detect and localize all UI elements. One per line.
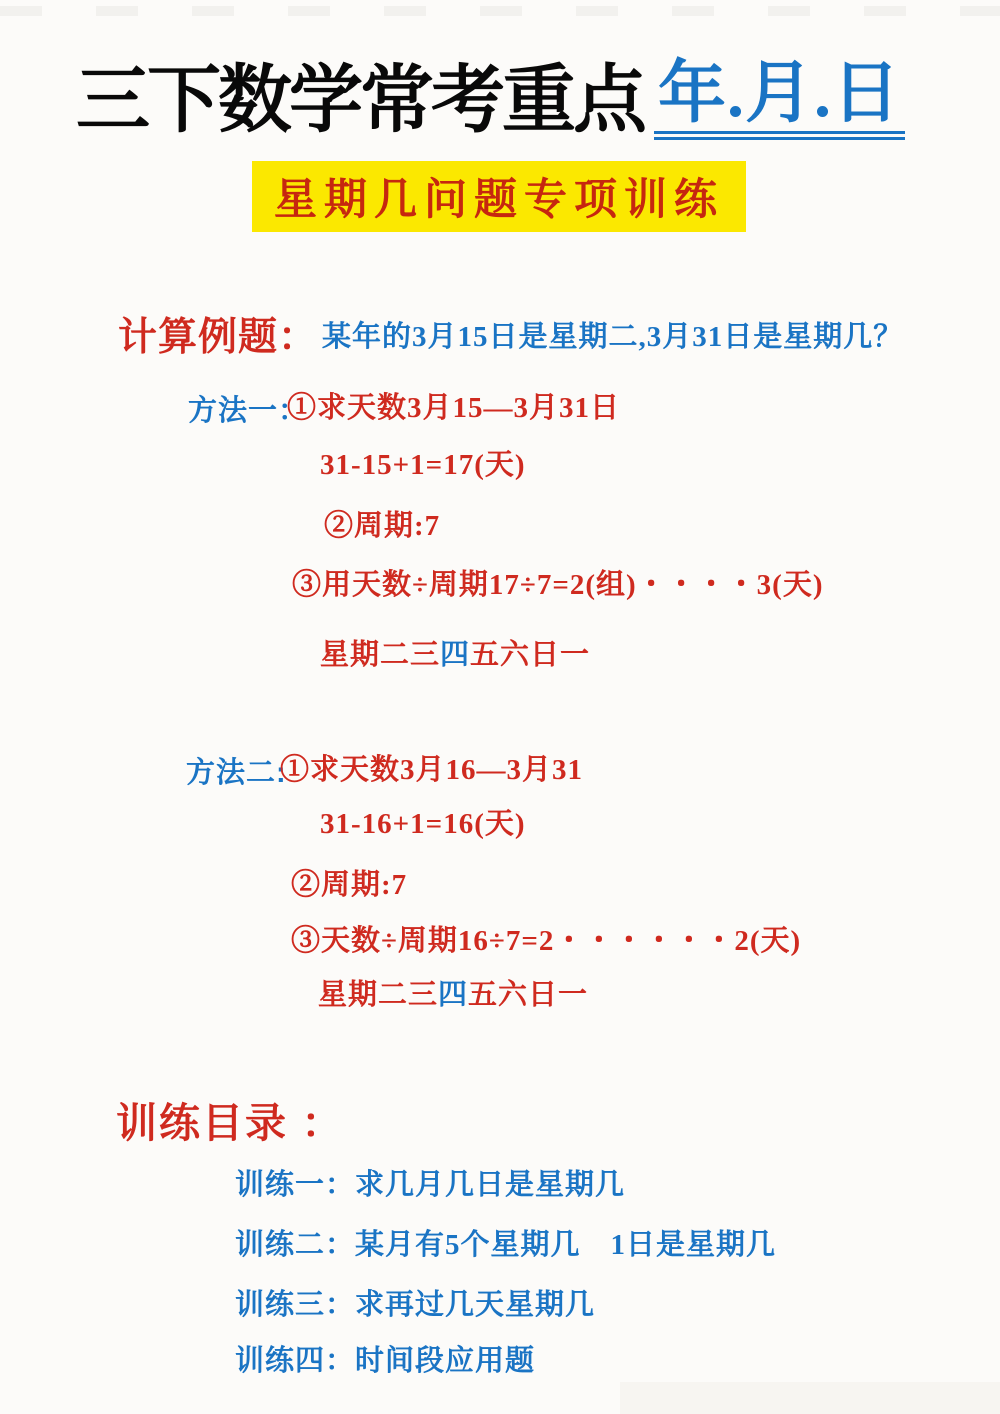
toc-item-2: 训练二：某月有5个星期几 1日是星期几: [235, 1229, 777, 1261]
title-main-text: 三下数学常考重点: [76, 58, 644, 141]
week-answer-highlight: 四: [440, 639, 471, 671]
week-answer-highlight: 四: [438, 979, 469, 1011]
week-prefix: 星期二三: [320, 639, 441, 671]
method2-step2: ②周期:7: [291, 869, 408, 901]
week-prefix: 星期二三: [318, 979, 439, 1011]
method2-calculation: 31-16+1=16(天): [320, 808, 526, 840]
toc-section-label: 训练目录 ：: [116, 1100, 345, 1146]
method2-week-sequence: [318, 972, 588, 1013]
subtitle-banner: [252, 161, 746, 232]
method2-label: 方法二:: [186, 757, 287, 789]
method1-calculation: 31-15+1=17(天): [320, 449, 526, 481]
method1-step2: ②周期:7: [324, 510, 441, 542]
example-question: 某年的3月15日是星期二,3月31日是星期几？: [322, 321, 904, 353]
example-section-label: 计算例题：: [118, 316, 319, 359]
toc-item-4: 训练四：时间段应用题: [235, 1345, 536, 1377]
method1-week-sequence: [320, 632, 590, 673]
torn-edge-decoration: [0, 6, 1000, 16]
method2-step3: ③天数÷周期16÷7=2・・・・・・2(天): [291, 925, 802, 957]
toc-item-3: 训练三：求再过几天星期几: [235, 1289, 596, 1321]
subtitle-text: 星期几问题专项训练: [274, 177, 724, 224]
method1-step1: ①求天数3月15—3月31日: [287, 392, 621, 424]
title-date-highlight: 年.月.日: [654, 58, 905, 140]
method2-step1: ①求天数3月16—3月31: [280, 754, 584, 786]
week-suffix: 五六日一: [468, 979, 589, 1011]
week-suffix: 五六日一: [470, 639, 591, 671]
page-title: [76, 55, 905, 141]
toc-item-1: 训练一：求几月几日是星期几: [235, 1169, 626, 1201]
method1-step3: ③用天数÷周期17÷7=2(组)・・・・3(天): [292, 569, 824, 601]
paper-smudge: [620, 1382, 1000, 1414]
method1-label: 方法一：: [188, 395, 309, 427]
